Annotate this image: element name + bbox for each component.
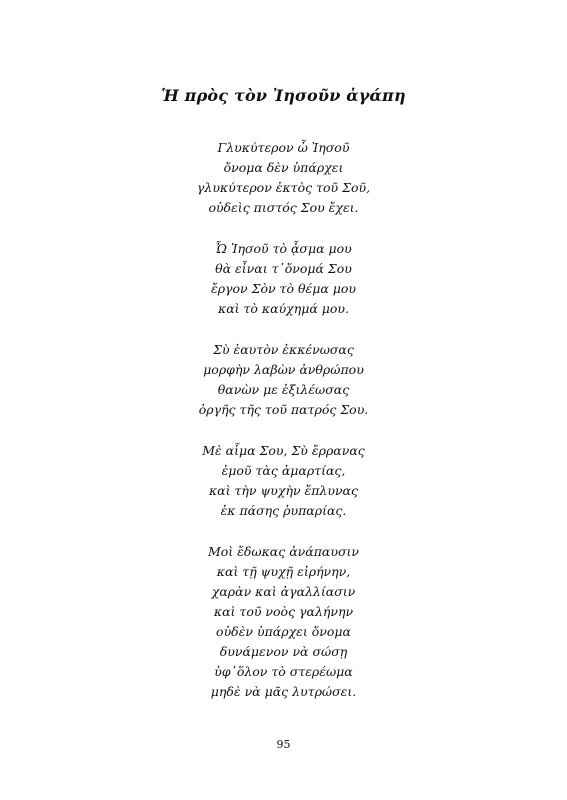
poem-line: ὄνομα δὲν ὑπάρχει: [223, 160, 344, 175]
poem-line: μηδὲ νὰ μᾶς λυτρώσει.: [210, 684, 357, 699]
poem-line: καὶ τῇ ψυχῇ εἰρήνην,: [216, 564, 351, 579]
page-number: 95: [276, 738, 291, 751]
poem-line: θανὼν με ἐξιλέωσας: [217, 382, 350, 397]
poem-line: γλυκύτερον ἐκτὸς τοῦ Σοῦ,: [196, 180, 371, 195]
poem-line: Γλυκύτερον ὦ Ἰησοῦ: [217, 140, 350, 155]
poem-line: οὐδεὶς πιστός Σου ἔχει.: [208, 200, 359, 215]
poem-line: οὐδὲν ὑπάρχει ὄνομα: [216, 624, 351, 639]
stanza-1: [0, 138, 567, 218]
stanza-2: [0, 239, 567, 319]
poem-line: μορφὴν λαβὼν ἀνθρώπου: [203, 362, 364, 377]
stanza-5: [0, 542, 567, 702]
poem-title: Ἡ πρὸς τὸν Ἰησοῦν ἀγάπη: [161, 86, 406, 105]
poem-body: [0, 138, 567, 723]
stanza-3: [0, 340, 567, 420]
poem-line: ὑφ᾽ὅλον τὸ στερέωμα: [214, 664, 353, 679]
poem-line: ὀργῆς τῆς τοῦ πατρός Σου.: [198, 402, 369, 417]
poem-line: ἔργον Σὸν τὸ θέμα μου: [211, 281, 356, 296]
poem-line: Μὲ αἷμα Σου, Σὺ ἔρρανας: [202, 443, 365, 458]
poem-line: καὶ τὴν ψυχὴν ἔπλυνας: [208, 483, 358, 498]
poem-line: χαρὰν καὶ ἀγαλλίασιν: [211, 584, 356, 599]
stanza-4: [0, 441, 567, 521]
poem-line: Ὦ Ἰησοῦ τὸ ᾆσμα μου: [215, 241, 352, 256]
poem-line: καὶ τοῦ νοὸς γαλήνην: [213, 604, 354, 619]
poem-line: Μοὶ ἔδωκας ἀνάπαυσιν: [207, 544, 359, 559]
poem-line: Σὺ ἑαυτὸν ἐκκένωσας: [213, 342, 354, 357]
poem-line: καὶ τὸ καύχημά μου.: [218, 301, 349, 316]
poem-line: ἐμοῦ τὰς ἁμαρτίας,: [221, 463, 346, 478]
poem-line: θὰ εἶναι τ᾽ὄνομά Σου: [215, 261, 352, 276]
poem-line: ἐκ πάσης ῥυπαρίας.: [220, 503, 347, 518]
poem-line: δυνάμενον νὰ σώσῃ: [219, 644, 348, 659]
